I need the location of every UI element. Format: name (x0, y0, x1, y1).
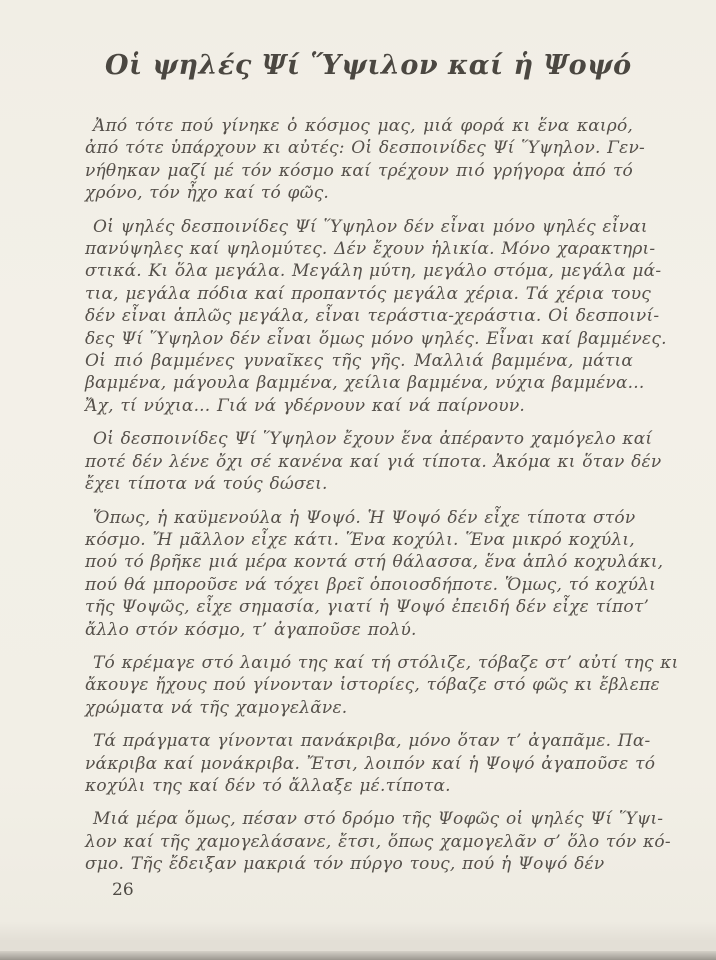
paragraph (85, 730, 656, 797)
text-line: Ἀπό τότε πού γίνηκε ὁ κόσμος μας, μιά φορά κι ἕνα καιρό, (93, 116, 633, 136)
text-line: ἔχει τίποτα νά τούς δώσει. (85, 474, 328, 495)
text-line: νήθηκαν μαζί μέ τόν κόσμο καί τρέχουν πιό γρήγορα ἀπό τό (85, 160, 633, 181)
scan-edge (0, 951, 716, 960)
page-number: 26 (112, 880, 134, 900)
page-title: Οἱ ψηλές Ψί Ὕψιλον καί ἡ Ψοψό (105, 50, 632, 81)
paragraph (85, 652, 679, 719)
text-line: ἄκουγε ἤχους πού γίνονταν ἱστορίες, τόβαζε στό φῶς κι ἔβλεπε (85, 675, 660, 696)
text-line: χρόνο, τόν ἦχο καί τό φῶς. (85, 183, 330, 204)
text-line: κόσμο. Ἤ μᾶλλον εἶχε κάτι. Ἕνα κοχύλι. Ἕνα μικρό κοχύλι, (85, 529, 635, 550)
text-line: βαμμένα, μάγουλα βαμμένα, χείλια βαμμένα, νύχια βαμμένα... (85, 373, 645, 394)
text-line: πανύψηλες καί ψηλομύτες. Δέν ἔχουν ἡλικία. Μόνο χαρακτηρι- (85, 239, 656, 260)
paragraph (85, 808, 671, 875)
text-line: δες Ψί Ὕψηλον δέν εἶναι ὅμως μόνο ψηλές. Εἶναι καί βαμμένες. (85, 328, 667, 349)
text-line: Οἱ πιό βαμμένες γυναῖκες τῆς γῆς. Μαλλιά βαμμένα, μάτια (85, 351, 633, 372)
text-line: ποτέ δέν λένε ὄχι σέ κανένα καί γιά τίποτα. Ἀκόμα κι ὅταν δέν (85, 451, 662, 472)
text-line: πού θά μποροῦσε νά τόχει βρεῖ ὁποιοσδήποτε. Ὅμως, τό κοχύλι (85, 574, 657, 595)
text-line: τῆς Ψοψῶς, εἶχε σημασία, γιατί ἡ Ψοψό ἐπειδή δέν εἶχε τίποτ’ (85, 597, 650, 618)
text-line: λον καί τῆς χαμογελάσανε, ἔτσι, ὅπως χαμογελᾶν σ’ ὅλο τόν κό- (85, 831, 671, 852)
text-line: χρώματα νά τῆς χαμογελᾶνε. (85, 697, 348, 718)
text-line: Τά πράγματα γίνονται πανάκριβα, μόνο ὅταν τ’ ἀγαπᾶμε. Πα- (93, 731, 651, 752)
text-line: πού τό βρῆκε μιά μέρα κοντά στή θάλασσα, ἕνα ἁπλό κοχυλάκι, (85, 552, 664, 573)
paragraph (85, 115, 645, 205)
paragraph (85, 507, 664, 641)
page-content (85, 50, 679, 887)
text-line: δέν εἶναι ἁπλῶς μεγάλα, εἶναι τεράστια-χεράστια. Οἱ δεσποινί- (85, 306, 660, 327)
text-line: Μιά μέρα ὅμως, πέσαν στό δρόμο τῆς Ψοφῶς οἱ ψηλές Ψί Ὕψι- (93, 809, 664, 830)
text-line: στικά. Κι ὅλα μεγάλα. Μεγάλη μύτη, μεγάλο στόμα, μεγάλα μά- (85, 261, 662, 282)
paragraph (85, 216, 667, 418)
text-line: Οἱ ψηλές δεσποινίδες Ψί Ὕψηλον δέν εἶναι μόνο ψηλές εἶναι (93, 216, 648, 237)
text-line: Ὅπως, ἡ καϋμενούλα ἡ Ψοψό. Ἡ Ψοψό δέν εἶχε τίποτα στόν (93, 507, 636, 528)
text-line: νάκριβα καί μονάκριβα. Ἔτσι, λοιπόν καί ἡ Ψοψό ἀγαποῦσε τό (85, 753, 656, 774)
text-line: κοχύλι της καί δέν τό ἄλλαξε μέ.τίποτα. (85, 775, 451, 796)
text-line: ἄλλο στόν κόσμο, τ’ ἀγαποῦσε πολύ. (85, 619, 417, 640)
text-line: τια, μεγάλα πόδια καί προπαντός μεγάλα χέρια. Τά χέρια τους (85, 283, 651, 304)
text-line: Οἱ δεσποινίδες Ψί Ὕψηλον ἔχουν ἕνα ἀπέραντο χαμόγελο καί (93, 429, 653, 450)
text-line: ἀπό τότε ὑπάρχουν κι αὐτές: Οἱ δεσποινίδες Ψί Ὕψηλον. Γεν- (85, 138, 645, 159)
text-line: σμο. Τῆς ἔδειξαν μακριά τόν πύργο τους, πού ἡ Ψοψό δέν (85, 854, 605, 875)
text-line: Τό κρέμαγε στό λαιμό της καί τή στόλιζε, τόβαζε στ’ αὐτί της κι (93, 652, 679, 673)
text-line: Ἄχ, τί νύχια... Γιά νά γδέρνουν καί νά παίρνουν. (85, 395, 525, 416)
paragraph (85, 428, 662, 495)
